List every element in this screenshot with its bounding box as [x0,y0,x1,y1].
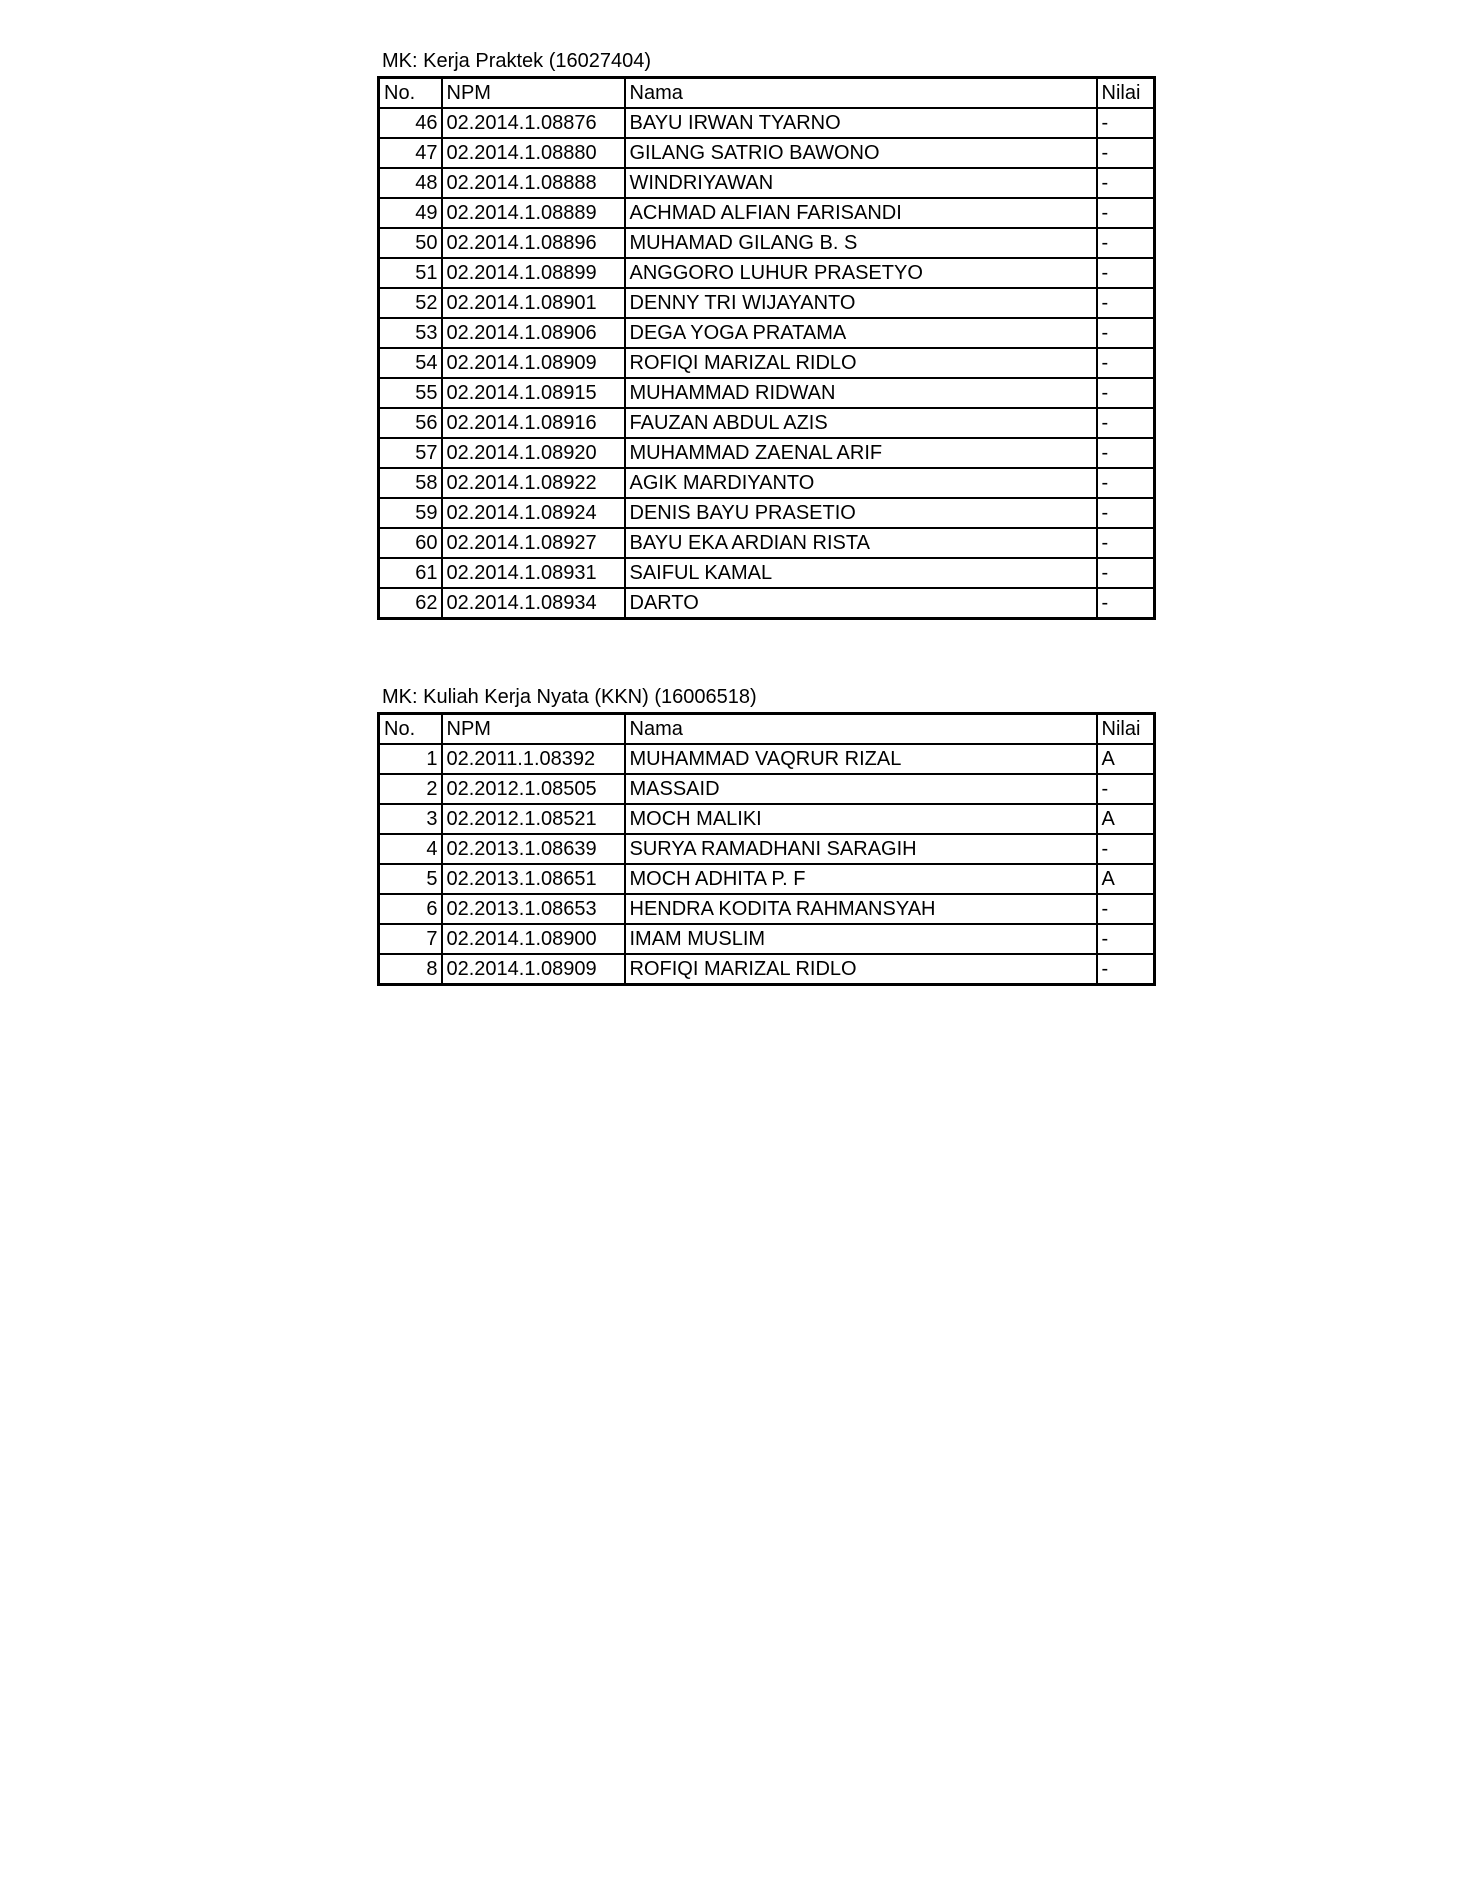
cell-no: 2 [379,774,442,804]
cell-no: 1 [379,744,442,774]
cell-nilai: - [1097,108,1155,138]
cell-npm: 02.2014.1.08896 [442,228,625,258]
cell-nilai: - [1097,288,1155,318]
grades-table [377,712,1156,986]
cell-nilai: - [1097,924,1155,954]
cell-npm: 02.2014.1.08889 [442,198,625,228]
table-body [379,108,1155,619]
cell-no: 58 [379,468,442,498]
cell-no: 54 [379,348,442,378]
cell-npm: 02.2014.1.08876 [442,108,625,138]
header-no: No. [379,714,442,745]
cell-no: 62 [379,588,442,619]
grades-table [377,76,1156,620]
cell-no: 57 [379,438,442,468]
cell-npm: 02.2014.1.08916 [442,408,625,438]
table-row [379,228,1155,258]
cell-no: 55 [379,378,442,408]
cell-npm: 02.2013.1.08639 [442,834,625,864]
cell-npm: 02.2014.1.08906 [442,318,625,348]
cell-npm: 02.2014.1.08922 [442,468,625,498]
cell-nama: MOCH MALIKI [625,804,1097,834]
cell-npm: 02.2014.1.08920 [442,438,625,468]
header-nilai: Nilai [1097,714,1155,745]
cell-nama: BAYU IRWAN TYARNO [625,108,1097,138]
cell-nilai: - [1097,498,1155,528]
cell-npm: 02.2014.1.08915 [442,378,625,408]
cell-nama: ANGGORO LUHUR PRASETYO [625,258,1097,288]
cell-no: 50 [379,228,442,258]
cell-nama: WINDRIYAWAN [625,168,1097,198]
cell-nilai: A [1097,744,1155,774]
table-row [379,408,1155,438]
cell-npm: 02.2014.1.08927 [442,528,625,558]
cell-npm: 02.2014.1.08899 [442,258,625,288]
cell-nama: ACHMAD ALFIAN FARISANDI [625,198,1097,228]
table-row [379,438,1155,468]
table-row [379,168,1155,198]
cell-nilai: - [1097,408,1155,438]
cell-no: 3 [379,804,442,834]
table-row [379,588,1155,619]
cell-nama: BAYU EKA ARDIAN RISTA [625,528,1097,558]
header-no: No. [379,78,442,109]
cell-nama: DEGA YOGA PRATAMA [625,318,1097,348]
table-row [379,894,1155,924]
table-row [379,348,1155,378]
cell-no: 61 [379,558,442,588]
cell-npm: 02.2012.1.08505 [442,774,625,804]
cell-nilai: - [1097,168,1155,198]
cell-nilai: - [1097,198,1155,228]
table-row [379,198,1155,228]
cell-nilai: A [1097,864,1155,894]
cell-nilai: - [1097,438,1155,468]
cell-npm: 02.2014.1.08880 [442,138,625,168]
cell-nilai: A [1097,804,1155,834]
cell-no: 4 [379,834,442,864]
cell-no: 60 [379,528,442,558]
cell-nama: MOCH ADHITA P. F [625,864,1097,894]
cell-nilai: - [1097,558,1155,588]
cell-nilai: - [1097,378,1155,408]
table-row [379,954,1155,985]
cell-npm: 02.2014.1.08931 [442,558,625,588]
cell-nama: DENIS BAYU PRASETIO [625,498,1097,528]
table-row [379,138,1155,168]
cell-no: 53 [379,318,442,348]
cell-nama: MASSAID [625,774,1097,804]
cell-nilai: - [1097,258,1155,288]
cell-nilai: - [1097,588,1155,619]
cell-no: 46 [379,108,442,138]
cell-nilai: - [1097,774,1155,804]
cell-nilai: - [1097,138,1155,168]
cell-npm: 02.2014.1.08909 [442,348,625,378]
cell-no: 52 [379,288,442,318]
section-kkn [377,682,1153,986]
table-row [379,318,1155,348]
cell-no: 48 [379,168,442,198]
cell-nilai: - [1097,468,1155,498]
table-row [379,108,1155,138]
cell-nama: IMAM MUSLIM [625,924,1097,954]
table-row [379,558,1155,588]
cell-nama: MUHAMMAD VAQRUR RIZAL [625,744,1097,774]
header-nilai: Nilai [1097,78,1155,109]
table-row [379,834,1155,864]
cell-nilai: - [1097,528,1155,558]
cell-no: 56 [379,408,442,438]
cell-nama: SURYA RAMADHANI SARAGIH [625,834,1097,864]
cell-nilai: - [1097,894,1155,924]
cell-nilai: - [1097,348,1155,378]
cell-npm: 02.2012.1.08521 [442,804,625,834]
cell-nilai: - [1097,318,1155,348]
table-row [379,864,1155,894]
table-row [379,528,1155,558]
cell-no: 51 [379,258,442,288]
cell-nama: MUHAMMAD ZAENAL ARIF [625,438,1097,468]
cell-no: 59 [379,498,442,528]
table-body [379,744,1155,985]
table-row [379,498,1155,528]
cell-npm: 02.2013.1.08651 [442,864,625,894]
table-row [379,774,1155,804]
header-nama: Nama [625,78,1097,109]
table-row [379,258,1155,288]
cell-npm: 02.2011.1.08392 [442,744,625,774]
section-title: MK: Kerja Praktek (16027404) [382,50,652,72]
table-row [379,924,1155,954]
cell-no: 47 [379,138,442,168]
cell-nama: MUHAMAD GILANG B. S [625,228,1097,258]
cell-npm: 02.2014.1.08909 [442,954,625,985]
cell-nama: FAUZAN ABDUL AZIS [625,408,1097,438]
cell-no: 5 [379,864,442,894]
cell-nama: MUHAMMAD RIDWAN [625,378,1097,408]
table-header-row [379,78,1155,109]
cell-npm: 02.2014.1.08924 [442,498,625,528]
cell-no: 8 [379,954,442,985]
header-npm: NPM [442,78,625,109]
cell-nilai: - [1097,954,1155,985]
header-nama: Nama [625,714,1097,745]
table-row [379,288,1155,318]
section-title: MK: Kuliah Kerja Nyata (KKN) (16006518) [382,686,757,708]
cell-nama: ROFIQI MARIZAL RIDLO [625,954,1097,985]
cell-no: 49 [379,198,442,228]
cell-npm: 02.2014.1.08900 [442,924,625,954]
table-row [379,804,1155,834]
cell-nama: DENNY TRI WIJAYANTO [625,288,1097,318]
cell-nama: AGIK MARDIYANTO [625,468,1097,498]
cell-npm: 02.2014.1.08888 [442,168,625,198]
table-header-row [379,714,1155,745]
table-row [379,378,1155,408]
header-npm: NPM [442,714,625,745]
cell-nama: HENDRA KODITA RAHMANSYAH [625,894,1097,924]
cell-nilai: - [1097,228,1155,258]
cell-nama: GILANG SATRIO BAWONO [625,138,1097,168]
table-row [379,744,1155,774]
cell-npm: 02.2013.1.08653 [442,894,625,924]
cell-nama: ROFIQI MARIZAL RIDLO [625,348,1097,378]
cell-nama: DARTO [625,588,1097,619]
section-kerja-praktek [377,46,1153,620]
table-row [379,468,1155,498]
cell-npm: 02.2014.1.08934 [442,588,625,619]
cell-no: 7 [379,924,442,954]
cell-no: 6 [379,894,442,924]
cell-nama: SAIFUL KAMAL [625,558,1097,588]
cell-npm: 02.2014.1.08901 [442,288,625,318]
cell-nilai: - [1097,834,1155,864]
